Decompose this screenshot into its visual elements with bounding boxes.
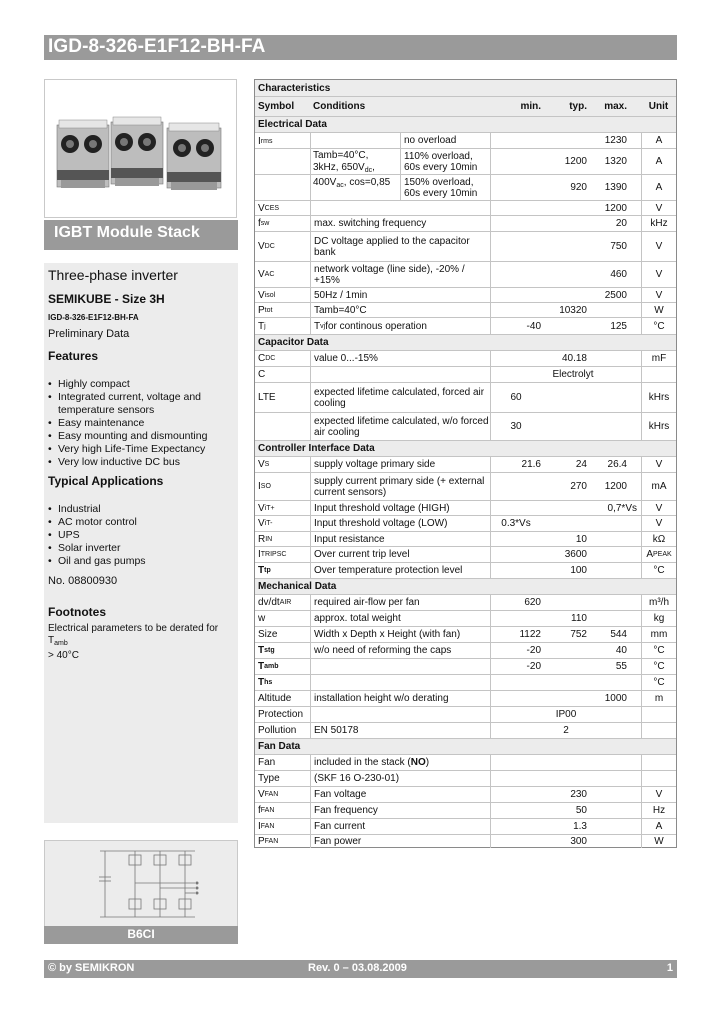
table-row: Altitude installation height w/o derating 1000 m [255, 691, 676, 707]
revision: Rev. 0 – 03.08.2009 [308, 962, 407, 974]
section-row: Fan Data [255, 739, 676, 755]
copyright: © by SEMIKRON [48, 962, 135, 974]
table-row: Size Width x Depth x Height (with fan) 1122 752 544 mm [255, 627, 676, 643]
product-photo [44, 79, 237, 218]
title-bar [44, 35, 677, 60]
table-row: V FAN Fan voltage 230 V [255, 787, 676, 803]
footnote-text: Electrical parameters to be derated for $T_{amb}$ > 40°C [48, 623, 219, 661]
list-item: • Easy mounting and dismounting [48, 430, 238, 443]
table-row: dv/dt AIR required air-flow per fan 620 m³/h [255, 595, 676, 611]
list-item: • Industrial [48, 503, 146, 516]
footnotes-heading: Footnotes [48, 605, 106, 619]
table-row: w approx. total weight 110 kg [255, 611, 676, 627]
table-row: V AC network voltage (line side), -20% / +15% 460 V [255, 262, 676, 288]
table-row: V CES 1200 V [255, 201, 676, 216]
table-row: 110% overload, 60s every 10min 1200 1320 A [255, 149, 676, 175]
table-row: R IN Input resistance 10 kΩ [255, 532, 676, 547]
table-row: LTE expected lifetime calculated, forced air cooling 60 kHrs [255, 383, 676, 413]
section-row: Mechanical Data [255, 579, 676, 595]
list-item: • Solar inverter [48, 542, 146, 555]
table-row: T hs °C [255, 675, 676, 691]
section-row: Capacitor Data [255, 335, 676, 351]
features-list [48, 378, 238, 469]
table-row: V S supply voltage primary side 21.6 24 26.4 V [255, 457, 676, 473]
table-row: P FAN Fan power 300 W [255, 835, 676, 848]
footer-bar [44, 960, 677, 978]
characteristics-table [254, 79, 677, 848]
table-row: 150% overload, 60s every 10min 920 1390 A [255, 175, 676, 201]
table-row: Pollution EN 50178 2 [255, 723, 676, 739]
list-item: • Highly compact [48, 378, 238, 391]
table-row: V isol 50Hz / 1min 2500 V [255, 288, 676, 303]
b6ci-schematic [45, 841, 237, 925]
table-row: P tot Tamb=40°C 10320 W [255, 303, 676, 318]
document-title: IGD-8-326-E1F12-BH-FA [48, 36, 266, 57]
list-item: • Integrated current, voltage and temperature sensors [48, 391, 238, 417]
header-row: Symbol Conditions min. typ. max. Unit [255, 97, 676, 117]
table-row: C Electrolyt [255, 367, 676, 383]
table-row: expected lifetime calculated, w/o forced air cooling 30 kHrs [255, 413, 676, 441]
table-row: C DC value 0...-15% 40.18 mF [255, 351, 676, 367]
circuit-label-band [44, 926, 238, 944]
table-row: Fan included in the stack ( NO ) [255, 755, 676, 771]
table-row: V DC DC voltage applied to the capacitor bank 750 V [255, 232, 676, 262]
list-item: • Very low inductive DC bus [48, 456, 238, 469]
semikube-label: SEMIKUBE - Size 3H [48, 292, 165, 306]
table-row: Protection IP00 [255, 707, 676, 723]
table-row: I FAN Fan current 1.3 A [255, 819, 676, 835]
table-row: f sw max. switching frequency 20 kHz [255, 216, 676, 232]
subtitle: Three-phase inverter [48, 267, 178, 283]
table-row: I SO supply current primary side (+ external current sensors) 270 1200 mA [255, 473, 676, 501]
table-row: T j T vj for continous operation -40 125 °C [255, 318, 676, 335]
section-row: Characteristics [255, 80, 676, 97]
product-type: IGBT Module Stack [54, 224, 200, 241]
page-number: 1 [666, 962, 673, 974]
list-item: • Very high Life-Time Expectancy [48, 443, 238, 456]
table-row: V iT+ Input threshold voltage (HIGH) 0,7*Vs V [255, 501, 676, 516]
section-row: Electrical Data [255, 117, 676, 133]
table-row: Type (SKF 16 O-230-01) [255, 771, 676, 787]
list-item: • UPS [48, 529, 146, 542]
preliminary-label: Preliminary Data [48, 328, 130, 340]
product-photo-image [45, 80, 236, 217]
table-row: T stg w/o need of reforming the caps -20 40 °C [255, 643, 676, 659]
product-type-band [44, 220, 238, 250]
table-row: V iT- Input threshold voltage (LOW) 0.3*Vs V [255, 516, 676, 532]
part-code: IGD-8-326-E1F12-BH-FA [48, 313, 139, 322]
left-info-panel [44, 263, 238, 823]
applications-heading: Typical Applications [48, 474, 164, 488]
section-row: Controller Interface Data [255, 441, 676, 457]
list-item: • Oil and gas pumps [48, 555, 146, 568]
table-row: f FAN Fan frequency 50 Hz [255, 803, 676, 819]
table-row: T tp Over temperature protection level 100 °C [255, 563, 676, 579]
list-item: • AC motor control [48, 516, 146, 529]
irms-conditions: Tamb=40°C, 3kHz, $650V_{dc}$, $400V_{ac}$, cos=0,85 [313, 150, 391, 189]
table-row: I TRIPSC Over current trip level 3600 A PEAK [255, 547, 676, 563]
applications-list [48, 503, 146, 568]
table-row: no overload 1230 A [255, 133, 676, 149]
list-item: • Easy maintenance [48, 417, 238, 430]
features-heading: Features [48, 349, 99, 363]
order-number: No. 08800930 [48, 575, 118, 587]
circuit-label: B6CI [127, 927, 155, 941]
table-row: T amb -20 55 °C [255, 659, 676, 675]
table-row: I rms [258, 135, 273, 147]
